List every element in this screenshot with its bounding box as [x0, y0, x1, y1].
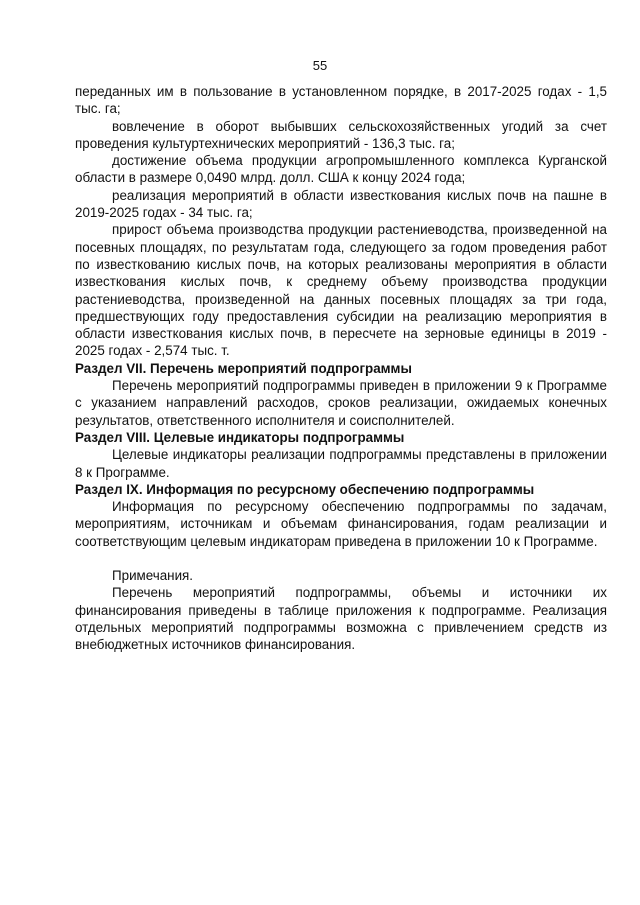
notes-title: Примечания. — [112, 568, 194, 584]
paragraph: достижение объема продукции агропромышленного комплекса Курганской области в размере 0,0490 млрд. долл. США к концу 2024 года; — [75, 153, 607, 186]
paragraph: Целевые индикаторы реализации подпрограммы представлены в приложении 8 к Программе. — [75, 447, 607, 480]
paragraph: переданных им в пользование в установленном порядке, в 2017-2025 годах - 1,5 тыс. га; — [75, 84, 607, 117]
notes-text: Перечень мероприятий подпрограммы, объемы и источники их финансирования приведены в таблице приложения к подпрограмме. Реализация отдельных мероприятий подпрограммы возможна с привлечением средств из внебюджетных источников финансирования. — [75, 585, 607, 653]
section-heading: Раздел VII. Перечень мероприятий подпрограммы — [75, 360, 412, 376]
page-number: 55 — [312, 58, 328, 73]
paragraph: Информация по ресурсному обеспечению подпрограммы по задачам, мероприятиям, источникам и объемам финансирования, годам реализации и соответствующим целевым индикаторам приведена в приложении 10 к Программе. — [75, 499, 607, 549]
section-heading: Раздел IX. Информация по ресурсному обеспечению подпрограммы — [75, 481, 535, 497]
paragraph: Перечень мероприятий подпрограммы приведен в приложении 9 к Программе с указанием направлений расходов, сроков реализации, ожидаемых конечных результатов, ответственного исполнителя и соисполнителей. — [75, 378, 607, 428]
paragraph: прирост объема производства продукции растениеводства, произведенной на посевных площадях, по результатам года, следующего за годом проведения работ по известкованию кислых почв, на которых реализованы мероприятия в области известкования кислых почв, к среднему объему производства продукции растениеводства, произведенной на данных посевных площадях за три года, предшествующих году предоставления субсидии на реализацию мероприятия в области известкования кислых почв, в пересчете на зерновые единицы в 2019 - 2025 годах - 2,574 тыс. т. — [75, 222, 607, 359]
document-body — [75, 83, 607, 654]
spacer — [75, 550, 607, 567]
paragraph: вовлечение в оборот выбывших сельскохозяйственных угодий за счет проведения культуртехнических мероприятий - 136,3 тыс. га; — [75, 118, 607, 151]
paragraph: реализация мероприятий в области известкования кислых почв на пашне в 2019-2025 годах - 34 тыс. га; — [75, 187, 607, 221]
section-heading: Раздел VIII. Целевые индикаторы подпрограммы — [75, 429, 405, 445]
